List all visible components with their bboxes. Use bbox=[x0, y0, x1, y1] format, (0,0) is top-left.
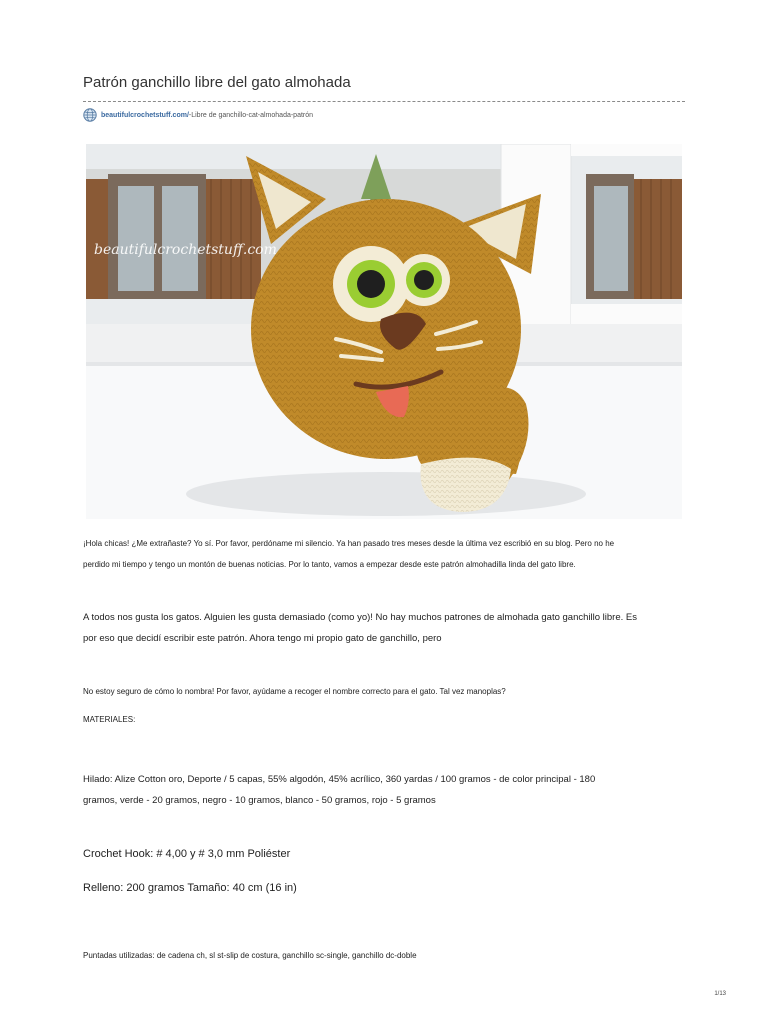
globe-icon bbox=[83, 108, 97, 122]
photo-watermark: beautifulcrochetstuff.com bbox=[94, 242, 277, 258]
page-title: Patrón ganchillo libre del gato almohada bbox=[83, 74, 351, 91]
paragraph-yarn-line-1: Hilado: Alize Cotton oro, Deporte / 5 capas, 55% algodón, 45% acrílico, 360 yardas / 100 gramos - de color principal - 180 bbox=[83, 774, 596, 785]
paragraph-love-line-2: por eso que decidí escribir este patrón. Ahora tengo mi propio gato de ganchillo, pero bbox=[83, 633, 442, 644]
paragraph-filling: Relleno: 200 gramos Tamaño: 40 cm (16 in) bbox=[83, 882, 297, 894]
page-number: 1/13 bbox=[714, 991, 726, 997]
source-line[interactable] bbox=[83, 107, 313, 123]
paragraph-intro-line-2: perdido mi tiempo y tengo un montón de buenas noticias. Por lo tanto, vamos a empezar desde este patrón almohadilla linda del gato libre. bbox=[83, 560, 576, 569]
paragraph-name: No estoy seguro de cómo lo nombra! Por favor, ayúdame a recoger el nombre correcto para el gato. Tal vez manoplas? bbox=[83, 687, 506, 696]
materials-heading: MATERIALES: bbox=[83, 715, 136, 724]
paragraph-love-line-1: A todos nos gusta los gatos. Alguien les gusta demasiado (como yo)! No hay muchos patrones de almohada gato ganchillo libre. Es bbox=[83, 612, 637, 623]
paragraph-yarn-line-2: gramos, verde - 20 gramos, negro - 10 gramos, blanco - 50 gramos, rojo - 5 gramos bbox=[83, 795, 436, 806]
paragraph-hook: Crochet Hook: # 4,00 y # 3,0 mm Poliéster bbox=[83, 848, 291, 860]
source-path: -Libre de ganchillo-cat-almohada-patrón bbox=[188, 111, 314, 119]
paragraph-intro-line-1: ¡Hola chicas! ¿Me extrañaste? Yo sí. Por favor, perdóname mi silencio. Ya han pasado tres meses desde la última vez escribió en su blog. Pero no he bbox=[83, 539, 615, 548]
cat-pillow-photo bbox=[86, 144, 682, 519]
paragraph-stitches: Puntadas utilizadas: de cadena ch, sl st-slip de costura, ganchillo sc-single, ganchillo dc-doble bbox=[83, 951, 417, 960]
title-divider bbox=[83, 101, 685, 102]
source-site-link[interactable]: beautifulcrochetstuff.com/ bbox=[101, 111, 189, 119]
